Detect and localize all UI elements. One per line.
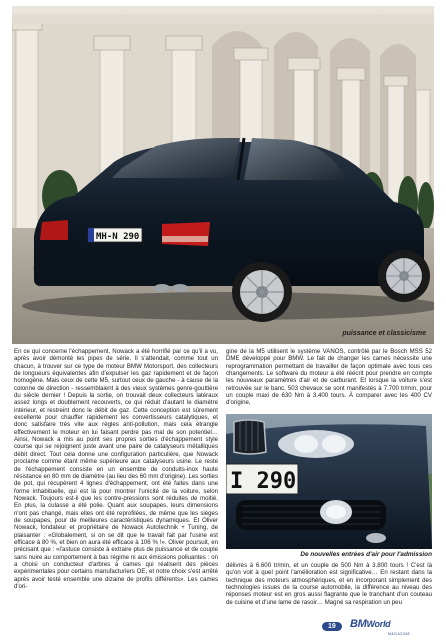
right-column-top-text: gine de la M5 utilisent le système VANOS, contrôlé par le Bosch MSS 52 DME développé pour BMW. Le fait de changer les cames nécessite une reprogrammation permettant de travailler de façon optimale avec tous ces changements. Le software du moteur a été réécrit pour prendre en compte les nouveaux paramètres d'air et de carburant. Et lorsque la voiture s'est retrouvée sur le banc, 503 chevaux se sont manifestés à 7.700 tr/min, pour un couple maxi de 630 Nm à 3.400 tours. À comparer avec les 400 CV d'origine,: [226, 348, 432, 407]
car-front-photo: [226, 414, 432, 549]
front-detail-photo: [226, 414, 432, 549]
car-rear-photo: [12, 6, 434, 344]
magazine-logo-sub: MAGAZINE: [388, 632, 411, 636]
hero-photo: [12, 6, 434, 344]
bottom-photo-caption: De nouvelles entrées d'air pour l'admission: [300, 551, 432, 558]
magazine-logo-bm: BM: [350, 618, 367, 630]
left-column-text: En ce qui concerne l'échappement, Nowack a été horrifié par ce qu'il a vu, après avoir démonté les pipes de série. Il s'attendait, comme tout un chacun, à trouver sur ce type de moteur BMW Motorsport, des collecteurs de longueurs équivalentes afin d'expulser les gaz rapidement et de façon homogène. Mais ceux de cette M5, surtout ceux de gauche - à cause de la colonne de direction - ressemblaient à des vieux systèmes genre-gouttière du siècle dernier ! Depuis la sortie, on trouvait deux collecteurs latéraux assez longs et doublement recouverts, ce qui réduit d'autant le diamètre intérieur, et restreint donc le débit de gaz. Cette conception est sûrement excellente pour chauffer rapidement les convertisseurs catalytiques, et donc satisfaire très vite aux règles anti-pollution, mais cela étrangle effectivement le moteur en lui faisant perdre pas mal de son potentiel… Ainsi, Nowack a mis au point ses propres sorties d'échappement style course qui se rejoignent juste avant une paire de catalyseurs métalliques débit direct. Tout cela donne une configuration particulière, que Nowack proclame comme étant même supérieure aux catalyseurs usine. Le reste de l'échappement consiste en un ensemble de conduits-inox haute résistance en 80 mm de diamètre (au lieu des 60 mm d'origine). Les sorties de pot, qui récupèrent 4 lignes d'échappement, ont été faites dans une forme inhabituelle, qui est là pour montrer l'unicité de la voiture, selon Nowack. Toujours est-il que les contre-pressions sont réduites de moitié. En plus, la culasse a été polie. Quant aux soupapes, leurs dimensions n'ont pas changé, mais elles ont été reprofilées, de même que les sièges de soupapes, pour de meilleures caractéristiques dynamiques. Et Oliver Nowack, fondateur et propriétaire de Nowack Autotechnik + Tuning, de plaisanter : «Globalement, si on se dit que le travail fait par l'usine est efficace à 80 %, et bien on aura été efficace à 106 % !». Oliver poursuit, en précisant que : «l'astuce consiste à extraire plus de puissance et de couple sans nuire au comportement à bas régime ni aux émissions polluantes : on a choisi un conducteur d'arbres à cames qui réalisent des pièces expérimentales pour certains manufacturiers OE, et notre choix s'est arrêté après avoir testé ensemble une dizaine de profils différents». Les cames d'ori-: [14, 348, 218, 590]
magazine-logo: [350, 618, 390, 630]
top-photo-caption: puissance et classicisme: [342, 330, 426, 337]
rear-plate-text: MH-N 290: [96, 232, 140, 242]
front-plate-text: I 290: [230, 469, 297, 494]
page-number: 19: [322, 622, 342, 631]
right-column-bottom-text: délivrés à 6.600 tr/min, et un couple de 500 Nm à 3.800 tours ! C'est là qu'on voit à quel point l'amélioration est significative… En restant dans la technique des moteurs atmosphériques, et en incorporant simplement des technologies issues de la course automobile, la différence au niveau des réponses moteur est en gros aussi flagrante que le tranchant d'un couteau de cuisine et d'une lame de rasoir… Magné sa respiration un peu: [226, 562, 432, 606]
magazine-logo-world: World: [366, 619, 391, 629]
